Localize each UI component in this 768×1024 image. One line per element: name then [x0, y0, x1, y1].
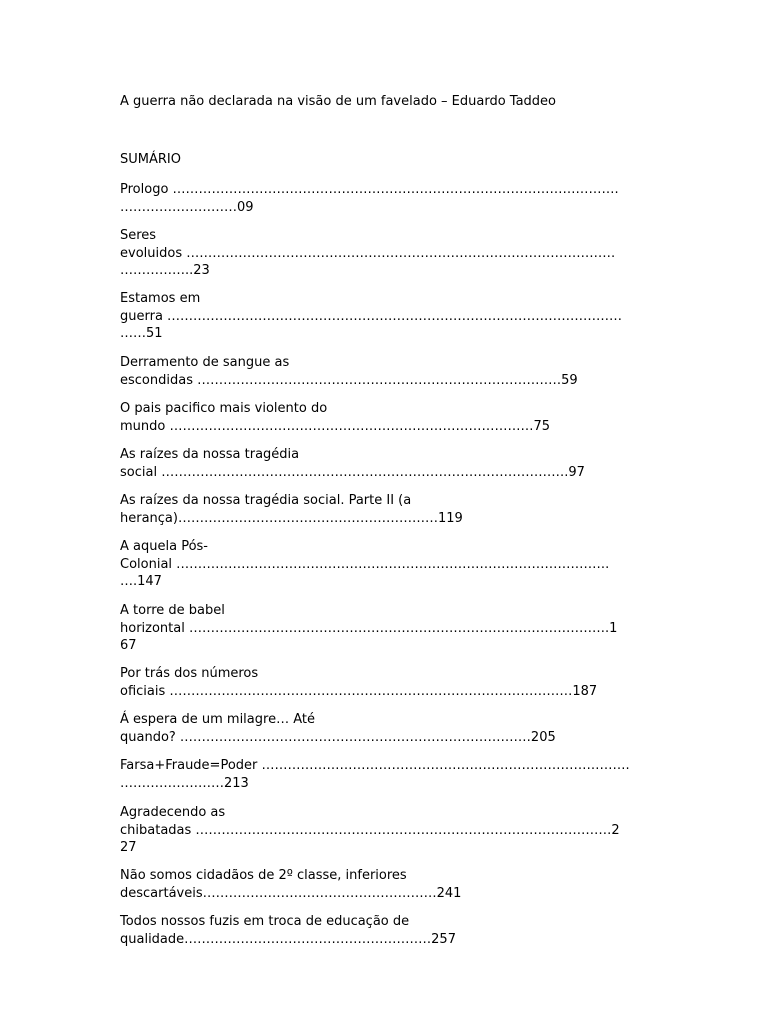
toc-entry-line: Estamos em [120, 291, 201, 306]
toc-entry [120, 538, 650, 591]
toc-entry-line: ……………………213 [120, 775, 249, 791]
toc-entry-line: Por trás dos números [120, 666, 259, 681]
toc-entry-line: horizontal …………………………………………………………………………………….1 [120, 620, 618, 636]
toc-entry-line: Derramento de sangue as [120, 355, 290, 370]
toc-entry-line: chibatadas ……………………………………………………………………………………2 [120, 822, 620, 838]
toc-entry [120, 290, 650, 343]
toc-entry-line: ….147 [120, 574, 162, 589]
toc-entry [120, 711, 650, 746]
toc-entry-line: mundo …………………………………………………………………………75 [120, 418, 551, 434]
toc-entry [120, 354, 650, 389]
toc-entry-line: Colonial ………………………………………………………………………………………. [120, 556, 610, 572]
toc-entry [120, 913, 650, 948]
toc-entry [120, 665, 650, 700]
toc-entry [120, 446, 650, 481]
toc-entry [120, 227, 650, 280]
toc-entry-line: Agradecendo as [120, 805, 226, 820]
toc-entry-line: oficiais …………………………………………………………………………………187 [120, 683, 598, 699]
toc-entry-line: guerra …………………………………………………………………………………………… [120, 308, 623, 324]
toc-entry-line: herança)……………………………………………………119 [120, 510, 463, 526]
toc-entry-line: Não somos cidadãos de 2º classe, inferiores [120, 868, 407, 883]
toc-entry-line: ……………..23 [120, 263, 210, 278]
toc-entry-line: ……51 [120, 326, 163, 341]
toc-entry-line: ………………………09 [120, 199, 254, 215]
toc-entry-line: 67 [120, 638, 137, 653]
toc-entry [120, 400, 650, 435]
toc-entry [120, 757, 650, 792]
toc-entry-line: qualidade…………………………………………………257 [120, 931, 456, 947]
toc-entry-line: A aquela Pós- [120, 539, 208, 554]
toc-entry-line: quando? ………………………………………………………………………205 [120, 729, 556, 745]
toc-entry-line: descartáveis………………………………………………241 [120, 885, 462, 901]
toc-entry-line: As raízes da nossa tragédia social. Parte II (a [120, 493, 412, 508]
toc-entry-line: 27 [120, 840, 137, 855]
toc-entry-line: Prologo …………………………………………………………………………………………. [120, 182, 619, 197]
toc-entry [120, 181, 650, 216]
toc-entry-line: O pais pacifico mais violento do [120, 401, 328, 416]
toc-heading: SUMÁRIO [120, 152, 181, 167]
toc-entry-line: Todos nossos fuzis em troca de educação de [120, 914, 410, 929]
toc-entry-line: A torre de babel [120, 603, 225, 618]
toc-entry-line: social ………………………………………………………………………………….97 [120, 464, 585, 480]
toc-entry-line: evoluidos ……………………………………………………………………………………… [120, 245, 616, 261]
toc-entry [120, 602, 650, 655]
toc-entry-line: Seres [120, 228, 157, 243]
toc-entry-line: Farsa+Fraude=Poder …………………………………………………………………………. [120, 758, 630, 773]
document-title: A guerra não declarada na visão de um favelado – Eduardo Taddeo [120, 94, 557, 109]
toc-entry [120, 492, 650, 527]
toc-entry [120, 804, 650, 857]
toc-entry-line: escondidas …………………………………………………………………………59 [120, 372, 578, 388]
toc-entry-line: Á espera de um milagre… Até [120, 712, 315, 727]
toc-entry [120, 867, 650, 902]
toc-entry-line: As raízes da nossa tragédia [120, 447, 300, 462]
